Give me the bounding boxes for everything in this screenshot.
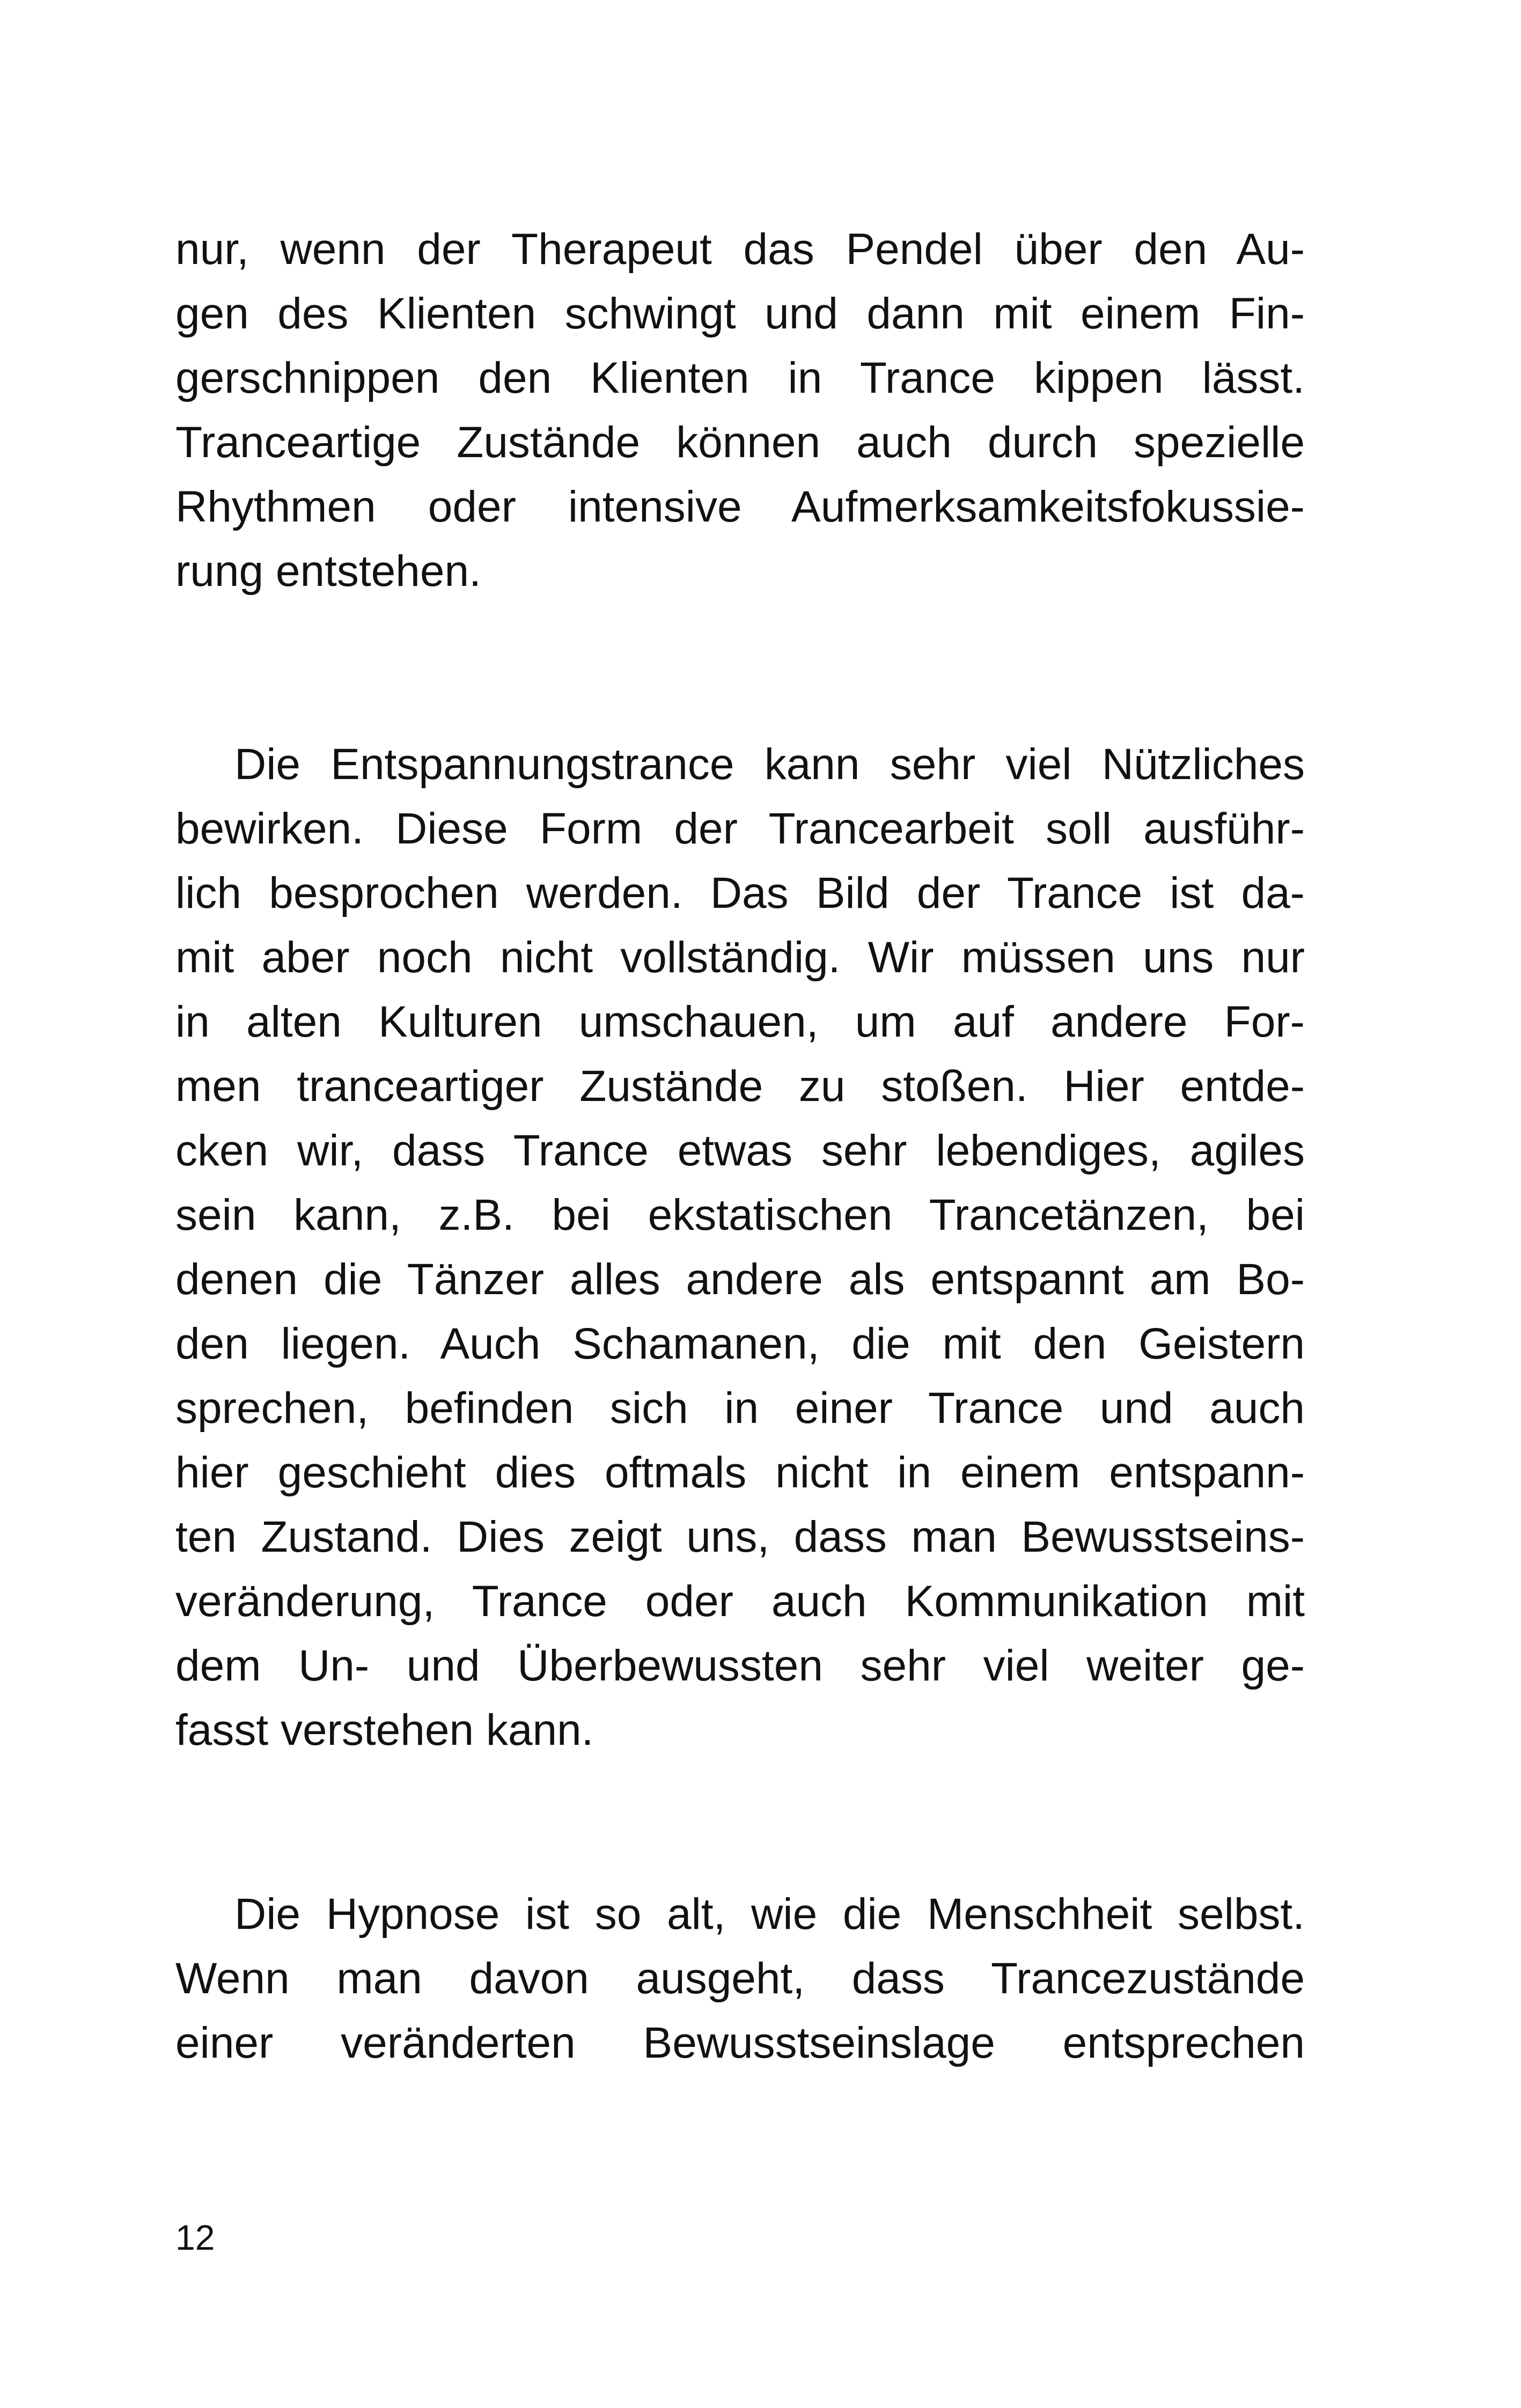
text-line: gerschnippen den Klienten in Trance kippen lässt. [175, 354, 1305, 402]
text-line: Die Entspannungstrance kann sehr viel Nützliches [234, 740, 1305, 789]
paragraph [175, 217, 1305, 604]
text-line: sprechen, befinden sich in einer Trance und auch [175, 1384, 1305, 1433]
text-line: Tranceartige Zustände können auch durch spezielle [175, 418, 1305, 467]
text-line: Die Hypnose ist so alt, wie die Menschheit selbst. [234, 1890, 1305, 1939]
text-line: rung entstehen. [175, 547, 481, 596]
text-line: sein kann, z.B. bei ekstatischen Trancetänzen, bei [175, 1191, 1305, 1239]
text-line: lich besprochen werden. Das Bild der Trance ist da- [175, 869, 1305, 917]
text-line: bewirken. Diese Form der Trancearbeit soll ausführ- [175, 804, 1305, 853]
text-line: Rhythmen oder intensive Aufmerksamkeitsfokussie- [175, 482, 1305, 531]
text-line: in alten Kulturen umschauen, um auf andere For- [175, 997, 1305, 1046]
text-line: men tranceartiger Zustände zu stoßen. Hier entde- [175, 1062, 1305, 1111]
text-line: mit aber noch nicht vollständig. Wir müssen uns nur [175, 933, 1305, 982]
text-line: Wenn man davon ausgeht, dass Trancezustände [175, 1954, 1305, 2003]
paragraph [175, 1882, 1305, 2075]
text-line: ten Zustand. Dies zeigt uns, dass man Bewusstseins- [175, 1513, 1305, 1561]
text-line: dem Un- und Überbewussten sehr viel weiter ge- [175, 1641, 1305, 1690]
text-line: gen des Klienten schwingt und dann mit einem Fin- [175, 289, 1305, 338]
text-line: denen die Tänzer alles andere als entspannt am Bo- [175, 1255, 1305, 1304]
text-line: veränderung, Trance oder auch Kommunikation mit [175, 1577, 1305, 1626]
page-number: 12 [175, 2218, 215, 2257]
text-line: einer veränderten Bewusstseinslage entsprechen [175, 2018, 1305, 2067]
text-line: nur, wenn der Therapeut das Pendel über den Au- [175, 225, 1305, 274]
text-line: hier geschieht dies oftmals nicht in einem entspann- [175, 1448, 1305, 1497]
text-line: den liegen. Auch Schamanen, die mit den Geistern [175, 1319, 1305, 1368]
paragraph [175, 732, 1305, 1763]
text-line: cken wir, dass Trance etwas sehr lebendiges, agiles [175, 1126, 1305, 1175]
text-line: fasst verstehen kann. [175, 1706, 594, 1754]
